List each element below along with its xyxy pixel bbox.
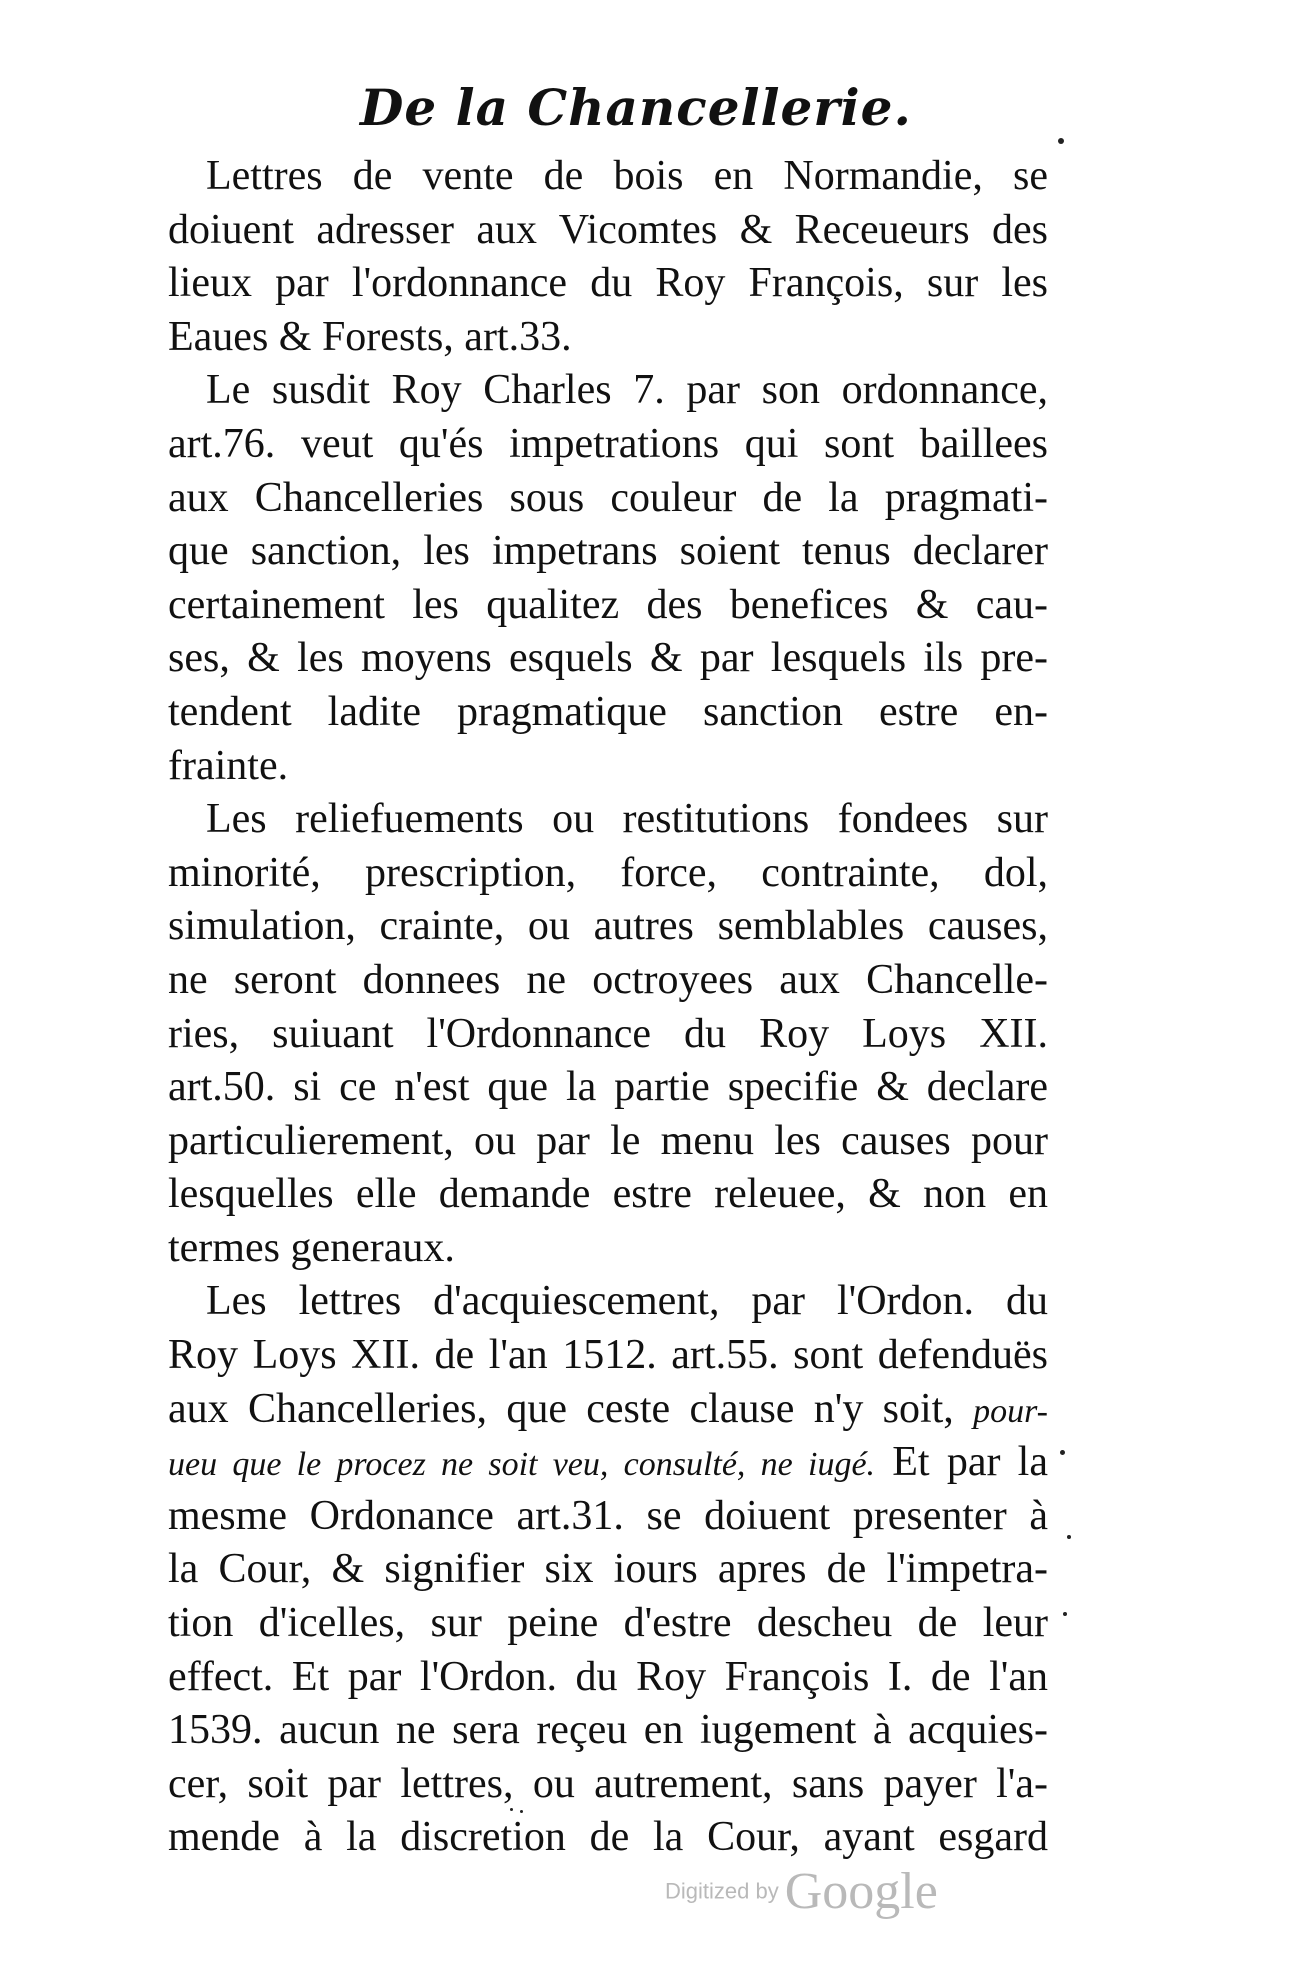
text-run: aux Chancelleries, que ceste clause n'y soit, <box>168 1385 954 1432</box>
text-line: ries, suiuant l'Ordonnance du Roy Loys XII. <box>168 1010 1048 1057</box>
speck <box>1060 1450 1065 1455</box>
text-line: aux Chancelleries sous couleur de la pragmati- <box>168 474 1048 521</box>
text-line: tion d'icelles, sur peine d'estre descheu de leur <box>168 1600 1048 1647</box>
google-wordmark: Google <box>784 1863 938 1920</box>
text-line: frainte. <box>168 742 289 789</box>
text-line: certainement les qualitez des benefices & cau- <box>168 581 1048 628</box>
digitized-watermark <box>665 1862 938 1921</box>
text-line: tendent ladite pragmatique sanction estre en- <box>168 688 1048 735</box>
text-line: Lettres de vente de bois en Normandie, se <box>206 153 1048 199</box>
text-line: la Cour, & signifier six iours apres de l'impetra- <box>168 1546 1048 1593</box>
text-line: effect. Et par l'Ordon. du Roy François I. de l'an <box>168 1653 1048 1700</box>
text-line: Eaues & Forests, art.33. <box>168 313 572 360</box>
text-line: termes generaux. <box>168 1224 455 1271</box>
text-line: art.76. veut qu'és impetrations qui sont baillees <box>168 420 1048 467</box>
text-line: doiuent adresser aux Vicomtes & Receueurs des <box>168 206 1048 253</box>
text-run: Et par la <box>892 1439 1048 1486</box>
speck <box>1063 1612 1067 1616</box>
watermark-prefix: Digitized by <box>665 1878 779 1904</box>
text-line: art.50. si ce n'est que la partie specifie & declare <box>168 1064 1048 1111</box>
text-line: simulation, crainte, ou autres semblables causes, <box>168 903 1048 950</box>
text-line: Roy Loys XII. de l'an 1512. art.55. sont defenduës <box>168 1332 1048 1379</box>
text-line: Les lettres d'acquiescement, par l'Ordon. du <box>206 1278 1048 1325</box>
text-line: Le susdit Roy Charles 7. par son ordonnance, <box>206 367 1048 414</box>
text-line: cer, soit par lettres, ou autrement, sans payer l'a- <box>168 1760 1048 1807</box>
text-line: particulierement, ou par le menu les causes pour <box>168 1117 1048 1164</box>
text-line-mixed <box>168 1436 1048 1490</box>
italic-quote: ueu que le procez ne soit veu, consulté, ne iugé. <box>168 1446 876 1484</box>
text-line: Les reliefuements ou restitutions fondees sur <box>206 796 1048 843</box>
text-line-mixed <box>168 1383 1048 1437</box>
text-line: lieux par l'ordonnance du Roy François, sur les <box>168 260 1048 307</box>
text-line: ne seront donnees ne octroyees aux Chancelle- <box>168 956 1048 1003</box>
running-head: De la Chancellerie. <box>360 78 912 137</box>
speck <box>1058 138 1064 144</box>
text-line: 1539. aucun ne sera reçeu en iugement à acquies- <box>168 1707 1048 1754</box>
italic-quote: pour- <box>973 1392 1048 1430</box>
speck <box>510 1808 513 1811</box>
text-line: que sanction, les impetrans soient tenus declarer <box>168 528 1048 575</box>
text-line: mesme Ordonance art.31. se doiuent presenter à <box>168 1492 1048 1539</box>
body-text <box>168 150 1048 1865</box>
text-line: mende à la discretion de la Cour, ayant esgard <box>168 1814 1048 1861</box>
text-line: ses, & les moyens esquels & par lesquels ils pre- <box>168 635 1048 682</box>
text-line: minorité, prescription, force, contrainte, dol, <box>168 849 1048 896</box>
text-line: lesquelles elle demande estre releuee, & non en <box>168 1171 1048 1218</box>
speck <box>1067 1535 1071 1539</box>
speck <box>520 1810 523 1813</box>
